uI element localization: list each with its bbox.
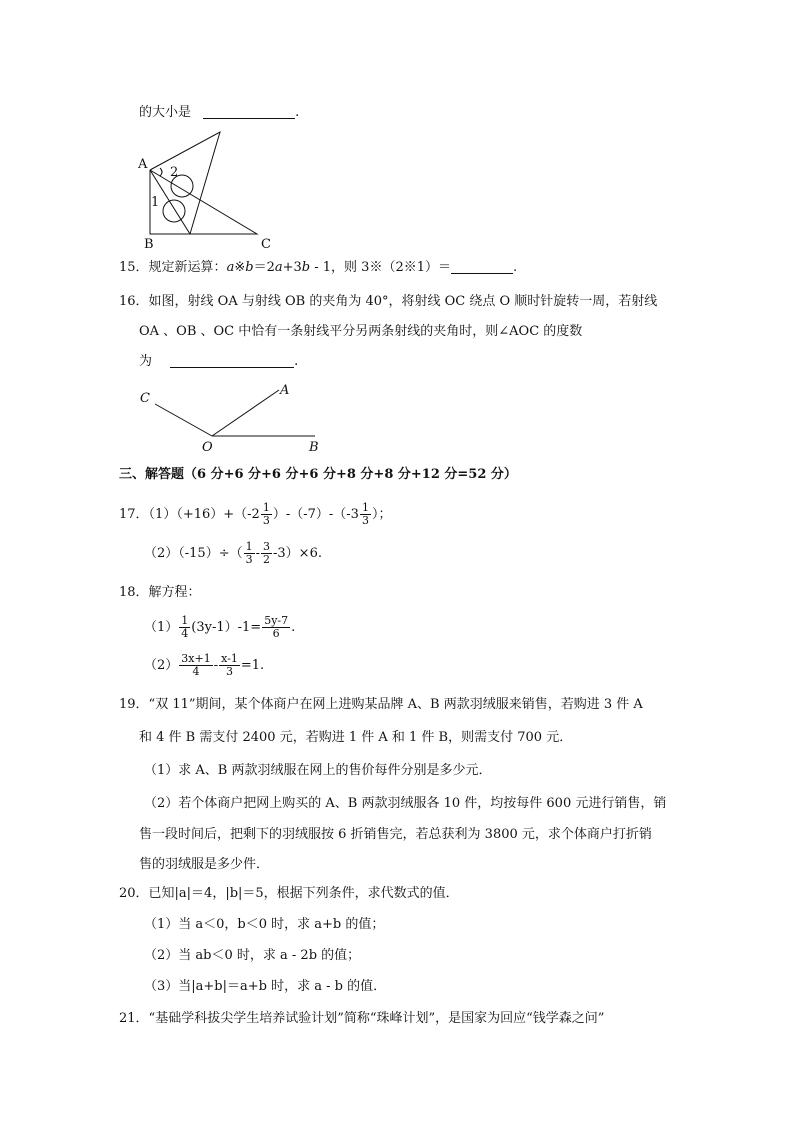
question-16-line-1 (119, 293, 657, 311)
label-b: B (309, 440, 319, 455)
q14-answer-line (139, 104, 299, 122)
denominator: 4 (181, 627, 189, 640)
label-1: 1 (151, 195, 160, 210)
numerator: x-1 (221, 652, 238, 665)
label-a: A (138, 157, 148, 172)
expr: （2）（-15）÷（ (144, 546, 243, 561)
question-19-line-1 (119, 696, 643, 714)
question-20-line-1 (119, 885, 459, 903)
eq: ＝2 (253, 260, 275, 275)
question-number: 15． (119, 260, 149, 275)
denominator: 3 (225, 665, 233, 678)
denominator: 6 (272, 627, 280, 640)
ray-oc (155, 404, 212, 436)
fraction (219, 653, 240, 678)
numerator: 3x+1 (181, 652, 211, 665)
question-number: 18． (119, 585, 149, 600)
q16-text-2: OA 、OB 、OC 中恰有一条射线平分另两条射线的夹角时，则∠AOC 的度数 (139, 324, 583, 339)
op: ※ (234, 260, 246, 275)
label-b: B (144, 237, 154, 250)
q16-rays-figure (130, 380, 330, 456)
fraction (179, 653, 212, 678)
denominator: 3 (262, 514, 270, 527)
fraction (261, 502, 272, 527)
question-18-title (119, 584, 201, 602)
folded-triangle (150, 132, 220, 234)
question-19-line-2: 和 4 件 B 需支付 2400 元，若购进 1 件 A 和 1 件 B，则需支付 700 元． (139, 730, 573, 745)
expr: （1）（+16）+（-2 (148, 507, 260, 522)
question-number: 21． (119, 1011, 149, 1026)
label-o: O (202, 440, 213, 455)
fraction (360, 502, 371, 527)
question-18-part-1 (144, 615, 295, 640)
triangle-abc (150, 170, 257, 234)
question-number: 19． (119, 697, 149, 712)
period: . (294, 354, 299, 369)
label-c: C (140, 391, 150, 406)
question-18-part-2 (144, 653, 264, 678)
var-a: a (274, 260, 283, 275)
question-16-line-2 (139, 323, 582, 341)
question-17-part-1 (119, 502, 391, 527)
question-20-line-4: （3）当|a+b|＝a+b 时，求 a - b 的值． (144, 979, 387, 994)
expr: . (291, 620, 296, 635)
answer-blank[interactable] (451, 273, 513, 274)
question-number: 17． (119, 507, 149, 522)
answer-blank[interactable] (203, 118, 295, 119)
angle-arc (160, 168, 162, 176)
fraction (244, 541, 255, 566)
label-c: C (261, 237, 271, 250)
period: . (512, 260, 518, 275)
question-15 (119, 259, 517, 277)
expr: ）-（-7）-（-3 (272, 507, 359, 522)
angle-circle-1 (163, 200, 185, 222)
q14-triangle-figure (130, 128, 280, 250)
expr: （2） (144, 658, 179, 673)
numerator: 1 (245, 540, 253, 553)
question-20-line-2: （1）当 a＜0，b＜0 时，求 a+b 的值； (144, 917, 385, 932)
denominator: 4 (192, 665, 200, 678)
q20-text-1: 已知|a|＝4，|b|＝5，根据下列条件，求代数式的值． (148, 886, 459, 901)
plus: +3 (282, 260, 302, 275)
label-a: A (280, 383, 290, 398)
q16-text-3: 为 (139, 354, 153, 369)
question-number: 20． (119, 886, 149, 901)
question-19-line-6: 售的羽绒服是多少件． (139, 857, 270, 872)
q14-text: 的大小是 (139, 105, 192, 120)
minus: - (213, 658, 219, 673)
label-2: 2 (170, 165, 179, 180)
q19-text-1: “双 11”期间，某个体商户在网上进购某品牌 A、B 两款羽绒服来销售，若购进 3 件 A (148, 697, 643, 712)
ray-oa (212, 390, 279, 436)
numerator: 1 (361, 501, 369, 514)
fraction (262, 615, 290, 640)
q16-text-1: 如图，射线 OA 与射线 OB 的夹角为 40°，将射线 OC 绕点 O 顺时针旋转一周，若射线 (148, 294, 658, 309)
question-19-line-3: （1）求 A、B 两款羽绒服在网上的售价每件分别是多少元． (144, 763, 492, 778)
minus: - (255, 546, 261, 561)
question-19-line-5: 售一段时间后，把剩下的羽绒服按 6 折销售完，若总获利为 3800 元，求个体商户打折销 (139, 827, 652, 842)
question-19-line-4: （2）若个体商户把网上购买的 A、B 两款羽绒服各 10 件，均按每件 600 元进行销售，销 (144, 796, 667, 811)
section-3-title: 三、解答题（6 分+6 分+6 分+6 分+8 分+8 分+12 分=52 分） (119, 467, 517, 482)
q15-text: 规定新运算： (148, 260, 227, 275)
expr: （1） (144, 620, 179, 635)
var-b: b (301, 260, 311, 275)
expr: ）； (371, 507, 392, 522)
question-20-line-3: （2）当 ab＜0 时，求 a - 2b 的值； (144, 948, 361, 963)
expr: =1. (240, 658, 265, 673)
expr: (3y-1）-1= (191, 620, 262, 635)
question-number: 16． (119, 294, 149, 309)
period: . (295, 105, 300, 120)
denominator: 2 (263, 553, 271, 566)
q21-text-1: “基础学科拔尖学生培养试验计划”简称“珠峰计划”，是国家为回应“钱学森之问” (148, 1011, 605, 1026)
question-21-line-1 (119, 1010, 604, 1028)
expr: -3）×6. (273, 546, 322, 561)
denominator: 3 (361, 514, 369, 527)
var-b: b (245, 260, 254, 275)
fraction (179, 615, 190, 640)
var-a: a (226, 260, 235, 275)
question-17-part-2 (144, 541, 322, 566)
q18-title: 解方程： (148, 585, 201, 600)
numerator: 5y-7 (264, 614, 289, 627)
fraction (261, 541, 272, 566)
answer-blank[interactable] (170, 367, 294, 368)
q15-rest: - 1，则 3※（2※1）＝ (310, 260, 451, 275)
question-16-line-3 (139, 353, 298, 371)
numerator: 1 (262, 501, 270, 514)
numerator: 3 (263, 540, 271, 553)
numerator: 1 (181, 614, 189, 627)
denominator: 3 (245, 553, 253, 566)
